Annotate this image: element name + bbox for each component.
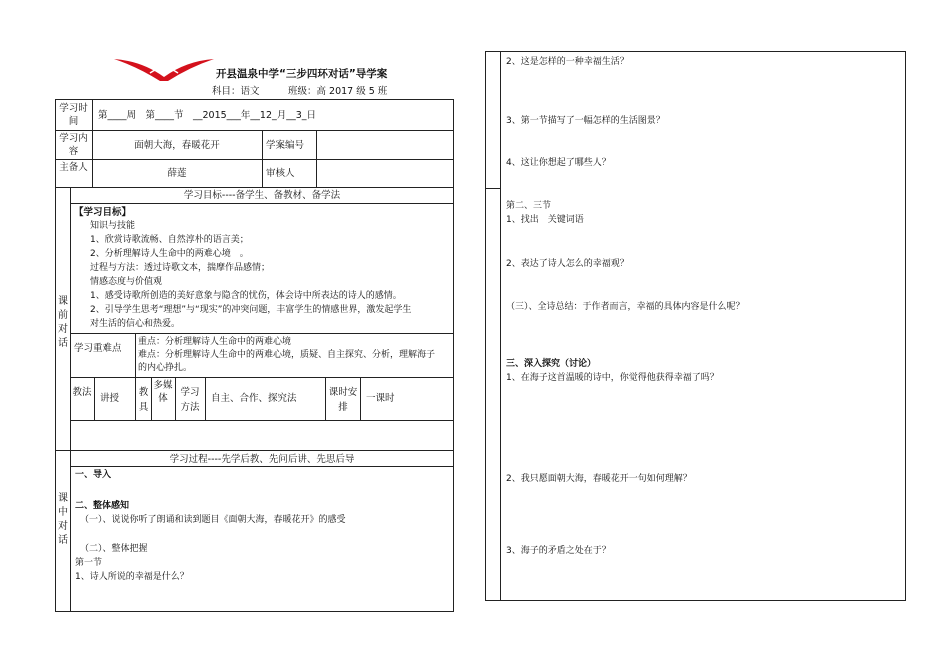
right-line: 1、在海子这首温暖的诗中，你觉得他获得幸福了吗？ bbox=[506, 373, 719, 383]
right-line: 2、我只愿面朝大海，春暖花开一句如何理解？ bbox=[506, 474, 692, 484]
goals-heading: 【学习目标】 bbox=[74, 207, 132, 218]
goal-line: 情感态度与价值观 bbox=[90, 277, 163, 287]
in-class-side-label: 课中对话 bbox=[58, 493, 68, 546]
inclass-line: （二）、整体把握 bbox=[80, 544, 148, 554]
goal-line: 对生活的信心和热爱。 bbox=[90, 319, 181, 329]
right-line: 2、这是怎样的一种幸福生活？ bbox=[506, 57, 629, 67]
school-logo bbox=[112, 55, 216, 83]
process-section-title: 学习过程----先学后教、先问后讲、先思后导 bbox=[169, 454, 355, 465]
goal-line: 过程与方法：透过诗歌文本，揣摩作品感情； bbox=[90, 263, 271, 273]
doc-subtitle: 科目：语文 班级：高 2017 级 5 班 bbox=[212, 86, 388, 97]
goal-line: 知识与技能 bbox=[90, 221, 136, 231]
author-label: 主备人 bbox=[59, 162, 88, 173]
author-value: 薛莲 bbox=[167, 168, 187, 179]
inclass-line: （一）、说说你听了朗诵和读到题目《面朝大海，春暖花开》的感受 bbox=[80, 515, 346, 525]
right-line: 2、表达了诗人怎么的幸福观？ bbox=[506, 259, 629, 269]
right-line: 3、第一节描写了一幅怎样的生活图景？ bbox=[506, 116, 665, 126]
goal-line: 1、感受诗歌所创造的美好意象与隐含的忧伤，体会诗中所表达的诗人的感情。 bbox=[90, 291, 402, 301]
learn-method-value: 自主、合作、探究法 bbox=[211, 393, 297, 404]
key-point-line: 重点：分析理解诗人生命中的两难心境 bbox=[138, 337, 292, 347]
time-value: 第____周 第____节 __2015___年__12_月__3_日 bbox=[98, 110, 317, 121]
media-value: 多媒体 bbox=[153, 380, 173, 404]
key-point-line: 难点：分析理解诗人生命中的两难心境，质疑、自主探究、分析，理解海子 bbox=[138, 350, 436, 360]
goal-line: 1、欣赏诗歌流畅、自然淳朴的语言美； bbox=[90, 235, 249, 245]
goal-line: 2、分析理解诗人生命中的两难心境 。 bbox=[90, 249, 249, 259]
inclass-line: 二、整体感知 bbox=[75, 501, 130, 511]
pre-class-side-label: 课前对话 bbox=[58, 296, 68, 349]
right-line: （三）、全诗总结：于作者而言，幸福的具体内容是什么呢？ bbox=[506, 302, 745, 312]
inclass-line: 第一节 bbox=[75, 558, 103, 568]
learn-method-label: 学习方法 bbox=[180, 387, 200, 413]
right-line: 4、这让你想起了哪些人？ bbox=[506, 158, 611, 168]
key-points-label: 学习重难点 bbox=[74, 343, 122, 354]
content-label: 学习内容 bbox=[59, 133, 88, 157]
goal-line: 2、引导学生思考“理想”与“现实”的冲突问题，丰富学生的情感世界，激发起学生 bbox=[90, 305, 412, 315]
right-line: 第二、三节 bbox=[506, 201, 552, 211]
right-line: 3、海子的矛盾之处在于？ bbox=[506, 546, 611, 556]
time-label: 学习时间 bbox=[59, 103, 88, 127]
method-value: 讲授 bbox=[100, 393, 120, 404]
inclass-line: 1、诗人所说的幸福是什么？ bbox=[75, 572, 189, 582]
reviewer-label: 审核人 bbox=[266, 168, 295, 179]
right-line: 1、找出 关键词语 bbox=[506, 215, 584, 225]
method-label: 教法 bbox=[72, 387, 92, 398]
hours-value: 一课时 bbox=[366, 393, 395, 404]
right-line: 三、深入探究（讨论） bbox=[506, 359, 597, 369]
goals-section-title: 学习目标----备学生、备教材、备学法 bbox=[183, 190, 341, 201]
media-label: 教具 bbox=[138, 387, 149, 413]
hours-label: 课时安排 bbox=[328, 387, 358, 413]
inclass-line: 一、导入 bbox=[75, 470, 112, 480]
doc-title: 开县温泉中学“三步四环对话”导学案 bbox=[216, 68, 388, 80]
case-no-label: 学案编号 bbox=[266, 140, 305, 151]
content-value: 面朝大海，春暖花开 bbox=[134, 140, 220, 151]
key-point-line: 的内心挣扎。 bbox=[138, 363, 193, 373]
